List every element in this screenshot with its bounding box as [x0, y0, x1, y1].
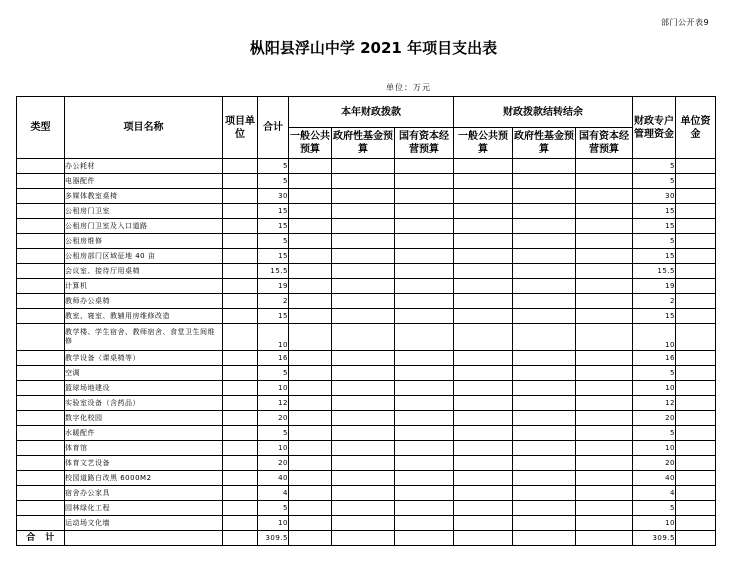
special-fund-cell: 12	[633, 396, 676, 411]
special-fund-cell: 10	[633, 441, 676, 456]
total-cell: 5	[258, 234, 289, 249]
special-fund-cell: 5	[633, 234, 676, 249]
total-cell: 16	[258, 351, 289, 366]
project-name-cell: 多媒体教室桌椅	[65, 189, 223, 204]
total-cell: 12	[258, 396, 289, 411]
total-cell: 15	[258, 309, 289, 324]
project-name-cell: 宿舍办公家具	[65, 486, 223, 501]
total-cell: 40	[258, 471, 289, 486]
project-name-cell: 计算机	[65, 279, 223, 294]
header-fiscal-carryover: 财政拨款结转结余	[454, 97, 633, 128]
total-cell: 20	[258, 411, 289, 426]
table-row	[17, 471, 716, 486]
table-row	[17, 309, 716, 324]
table-row	[17, 204, 716, 219]
project-name-cell: 教学设备（课桌椅等）	[65, 351, 223, 366]
special-fund-cell: 309.5	[633, 531, 676, 546]
total-cell: 2	[258, 294, 289, 309]
project-name-cell: 公租房门卫室	[65, 204, 223, 219]
total-cell: 5	[258, 501, 289, 516]
table-row	[17, 219, 716, 234]
header-state-capital-budget-carryover: 国有资本经营预算	[576, 128, 633, 159]
table-row	[17, 351, 716, 366]
table-row	[17, 234, 716, 249]
project-name-cell: 实验室设备（含药品）	[65, 396, 223, 411]
header-unit-fund: 单位资金	[676, 97, 716, 159]
special-fund-cell: 10	[633, 324, 676, 351]
special-fund-cell: 5	[633, 426, 676, 441]
table-row	[17, 159, 716, 174]
table-row	[17, 456, 716, 471]
project-name-cell: 运动场文化墙	[65, 516, 223, 531]
project-name-cell: 公租房维修	[65, 234, 223, 249]
header-gov-fund-budget: 政府性基金预算	[332, 128, 395, 159]
project-name-cell: 办公耗材	[65, 159, 223, 174]
total-cell: 5	[258, 174, 289, 189]
total-label: 合 计	[17, 531, 65, 546]
unit-label: 单位：万元	[386, 83, 431, 92]
header-general-budget: 一般公共预算	[289, 128, 332, 159]
header-fiscal-current: 本年财政拨款	[289, 97, 454, 128]
header-general-budget-carryover: 一般公共预算	[454, 128, 513, 159]
project-name-cell: 公租房门卫室及入口道路	[65, 219, 223, 234]
header-special-fund: 财政专户管理资金	[633, 97, 676, 159]
table-row	[17, 174, 716, 189]
total-row	[17, 531, 716, 546]
special-fund-cell: 5	[633, 366, 676, 381]
special-fund-cell: 5	[633, 174, 676, 189]
table-row	[17, 324, 716, 351]
page-title: 枞阳县浮山中学 2021 年项目支出表	[249, 39, 498, 57]
special-fund-cell: 16	[633, 351, 676, 366]
project-name-cell: 体育馆	[65, 441, 223, 456]
total-cell: 30	[258, 189, 289, 204]
total-cell: 15	[258, 249, 289, 264]
table-row	[17, 411, 716, 426]
project-name-cell: 园林绿化工程	[65, 501, 223, 516]
special-fund-cell: 5	[633, 501, 676, 516]
header-gov-fund-budget-carryover: 政府性基金预算	[513, 128, 576, 159]
total-cell: 5	[258, 366, 289, 381]
total-cell: 10	[258, 441, 289, 456]
project-name-cell: 数字化校园	[65, 411, 223, 426]
project-name-cell: 体育文艺设备	[65, 456, 223, 471]
special-fund-cell: 15	[633, 309, 676, 324]
form-number: 部门公开表9	[661, 18, 710, 27]
project-name-cell: 电器配件	[65, 174, 223, 189]
total-cell: 309.5	[258, 531, 289, 546]
project-name-cell: 校园道路白改黑 6000M2	[65, 471, 223, 486]
project-name-cell: 篮球场地建设	[65, 381, 223, 396]
total-cell: 20	[258, 456, 289, 471]
header-state-capital-budget: 国有资本经营预算	[395, 128, 454, 159]
total-cell: 5	[258, 426, 289, 441]
expenditure-table	[16, 96, 716, 546]
project-name-cell: 教师办公桌椅	[65, 294, 223, 309]
special-fund-cell: 15	[633, 219, 676, 234]
project-name-cell: 公租房部门区域征地 40 亩	[65, 249, 223, 264]
project-name-cell: 空调	[65, 366, 223, 381]
table-row	[17, 249, 716, 264]
table-row	[17, 381, 716, 396]
special-fund-cell: 30	[633, 189, 676, 204]
total-cell: 5	[258, 159, 289, 174]
table-row	[17, 366, 716, 381]
special-fund-cell: 40	[633, 471, 676, 486]
total-cell: 15	[258, 204, 289, 219]
total-cell: 19	[258, 279, 289, 294]
header-project-unit: 项目单位	[223, 97, 258, 159]
table-row	[17, 189, 716, 204]
table-row	[17, 426, 716, 441]
header-total: 合计	[258, 97, 289, 159]
total-cell: 15.5	[258, 264, 289, 279]
total-cell: 10	[258, 381, 289, 396]
special-fund-cell: 10	[633, 516, 676, 531]
special-fund-cell: 15	[633, 204, 676, 219]
table-row	[17, 279, 716, 294]
special-fund-cell: 20	[633, 411, 676, 426]
table-row	[17, 294, 716, 309]
header-project-name: 项目名称	[65, 97, 223, 159]
special-fund-cell: 10	[633, 381, 676, 396]
project-name-cell: 教室、寝室、教辅用房维修改造	[65, 309, 223, 324]
special-fund-cell: 20	[633, 456, 676, 471]
table-row	[17, 441, 716, 456]
total-cell: 10	[258, 516, 289, 531]
project-name-cell: 水暖配件	[65, 426, 223, 441]
special-fund-cell: 19	[633, 279, 676, 294]
table-row	[17, 396, 716, 411]
special-fund-cell: 2	[633, 294, 676, 309]
special-fund-cell: 5	[633, 159, 676, 174]
table-row	[17, 486, 716, 501]
table-row	[17, 516, 716, 531]
special-fund-cell: 4	[633, 486, 676, 501]
total-cell: 15	[258, 219, 289, 234]
special-fund-cell: 15.5	[633, 264, 676, 279]
special-fund-cell: 15	[633, 249, 676, 264]
total-cell: 10	[258, 324, 289, 351]
project-name-cell: 会议室、接待厅用桌椅	[65, 264, 223, 279]
table-row	[17, 264, 716, 279]
header-type: 类型	[17, 97, 65, 159]
project-name-cell: 教学楼、学生宿舍、教师宿舍、食堂卫生间维修	[65, 324, 223, 351]
total-cell: 4	[258, 486, 289, 501]
table-row	[17, 501, 716, 516]
